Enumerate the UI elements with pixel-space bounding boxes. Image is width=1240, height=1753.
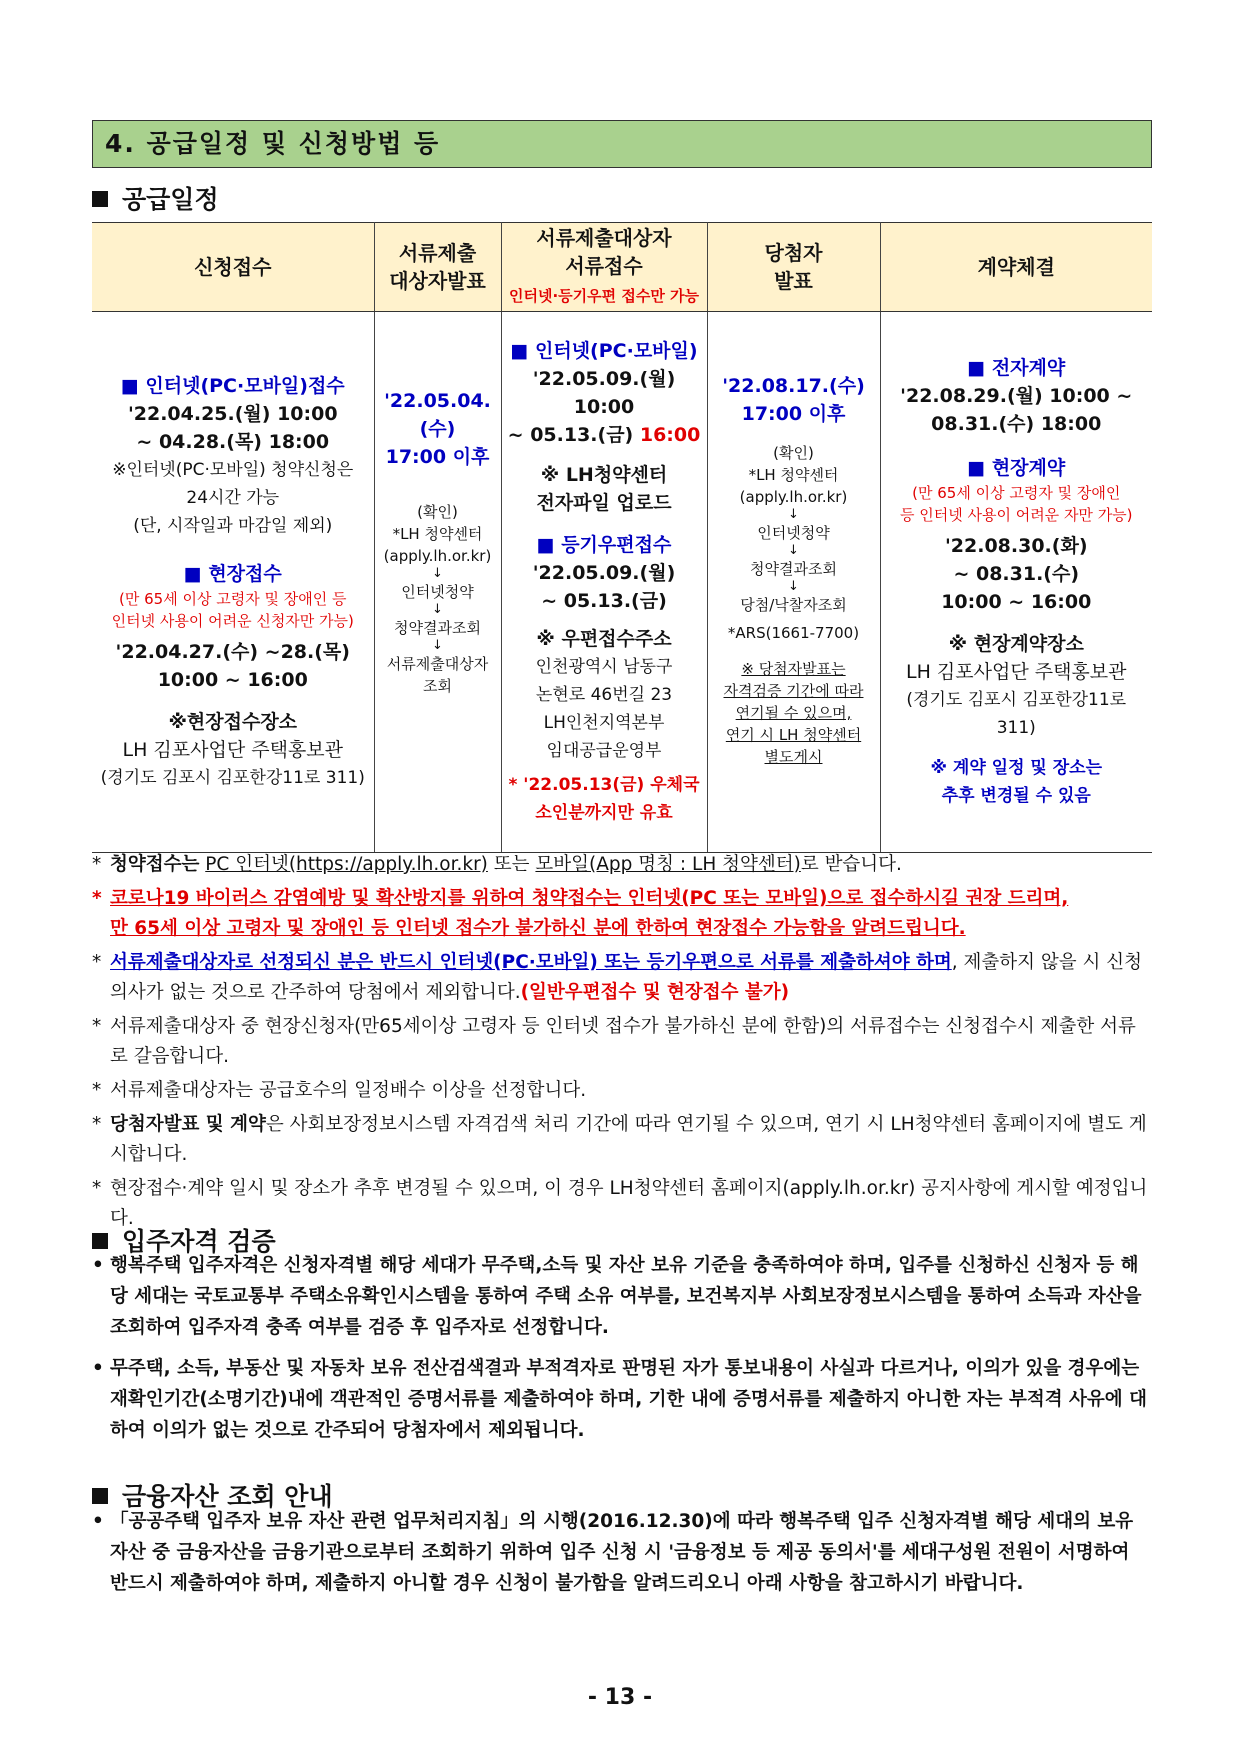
arrow-down-icon: ↓ bbox=[432, 638, 443, 653]
note-item: * 서류제출대상자로 선정되신 분은 반드시 인터넷(PC·모바일) 또는 등기우편으로 서류를 제출하셔야 하며, 제출하지 않을 시 신청의사가 없는 것으로 간주하여 당첨에서 제외합니다.(일반우편접수 및 현장접수 불가) bbox=[92, 948, 1152, 1008]
note-item: * 서류제출대상자 중 현장신청자(만65세이상 고령자 등 인터넷 접수가 불가하신 분에 한함)의 서류접수는 신청접수시 제출한 서류로 갈음합니다. bbox=[92, 1012, 1152, 1072]
note-item: * 서류제출대상자는 공급호수의 일정배수 이상을 선정합니다. bbox=[92, 1076, 1152, 1106]
cell-apply: ■ 인터넷(PC·모바일)접수 '22.04.25.(월) 10:00 ~ 04.28.(목) 18:00 ※인터넷(PC·모바일) 청약신청은 24시간 가능 (단, 시작일과 마감일 제외) ■ 현장접수 (만 65세 이상 고령자 및 장애인 등 인터넷 사용이 어려운 신청자만 가능) '22.04.27.(수) ~28.(목) 10:00 ~ 16:00 ※현장접수장소 LH 김포사업단 주택홍보관 (경기도 김포시 김포한강11로 311) bbox=[92, 312, 374, 853]
note-item: * 청약접수는 PC 인터넷(https://apply.lh.or.kr) 또는 모바일(App 명칭 : LH 청약센터)로 받습니다. bbox=[92, 850, 1152, 880]
square-bullet-icon bbox=[92, 1488, 108, 1504]
note-item: * 당첨자발표 및 계약은 사회보장정보시스템 자격검색 처리 기간에 따라 연기될 수 있으며, 연기 시 LH청약센터 홈페이지에 별도 게시합니다. bbox=[92, 1110, 1152, 1170]
note-item: * 코로나19 바이러스 감염예방 및 확산방지를 위하여 청약접수는 인터넷(PC 또는 모바일)으로 접수하시길 권장 드리며, 만 65세 이상 고령자 및 장애인 등 인터넷 접수가 불가하신 분에 한하여 현장접수 가능함을 알려드립니다. bbox=[92, 884, 1152, 944]
arrow-down-icon: ↓ bbox=[788, 543, 799, 558]
arrow-down-icon: ↓ bbox=[788, 507, 799, 522]
eligibility-bullet: • 무주택, 소득, 부동산 및 자동차 보유 전산검색결과 부적격자로 판명된 자가 통보내용이 사실과 다르거나, 이의가 있을 경우에는 재확인기간(소명기간)내에 객관적인 증명서류를 제출하여야 하며, 기한 내에 증명서류를 제출하지 아니한 자는 부적격 사유에 대하여 이의가 없는 것으로 간주되어 당첨자에서 제외됩니다. bbox=[92, 1353, 1152, 1446]
header-winner: 당첨자 발표 bbox=[707, 223, 880, 312]
cell-contract: ■ 전자계약 '22.08.29.(월) 10:00 ~ 08.31.(수) 18:00 ■ 현장계약 (만 65세 이상 고령자 및 장애인 등 인터넷 사용이 어려운 자만 가능) '22.08.30.(화) ~ 08.31.(수) 10:00 ~ 16:00 ※ 현장계약장소 LH 김포사업단 주택홍보관 (경기도 김포시 김포한강11로 311) ※ 계약 일정 및 장소는 추후 변경될 수 있음 bbox=[880, 312, 1152, 853]
schedule-table bbox=[92, 222, 1152, 853]
table-body-row bbox=[92, 312, 1152, 853]
section-title: 4. 공급일정 및 신청방법 등 bbox=[92, 120, 1152, 168]
arrow-down-icon: ↓ bbox=[432, 566, 443, 581]
square-bullet-icon bbox=[92, 1233, 108, 1249]
schedule-heading bbox=[92, 180, 219, 216]
finance-heading-text: 금융자산 조회 안내 bbox=[122, 1482, 333, 1511]
note-item: * 현장접수·계약 일시 및 장소가 추후 변경될 수 있으며, 이 경우 LH청약센터 홈페이지(apply.lh.or.kr) 공지사항에 게시할 예정입니다. bbox=[92, 1174, 1152, 1234]
cell-doc-announce: '22.05.04.(수) 17:00 이후 (확인) *LH 청약센터 (apply.lh.or.kr) ↓ 인터넷청약 ↓ 청약결과조회 ↓ 서류제출대상자 조회 bbox=[374, 312, 501, 853]
square-bullet-icon bbox=[92, 191, 108, 207]
eligibility-bullet: • 행복주택 입주자격은 신청자격별 해당 세대가 무주택,소득 및 자산 보유 기준을 충족하여야 하며, 입주를 신청하신 신청자 등 해당 세대는 국토교통부 주택소유확인시스템을 통하여 주택 소유 여부를, 보건복지부 사회보장정보시스템을 통하여 소득과 자산을 조회하여 입주자격 충족 여부를 검증 후 입주자로 선정합니다. bbox=[92, 1250, 1152, 1343]
header-apply: 신청접수 bbox=[92, 223, 374, 312]
finance-body bbox=[92, 1506, 1152, 1609]
eligibility-body bbox=[92, 1250, 1152, 1456]
eligibility-heading-text: 입주자격 검증 bbox=[122, 1227, 276, 1256]
header-doc-submit: 서류제출대상자 서류접수 인터넷·등기우편 접수만 가능 bbox=[501, 223, 707, 312]
schedule-heading-text: 공급일정 bbox=[122, 185, 219, 214]
notes-list bbox=[92, 850, 1152, 1238]
page-number: - 13 - bbox=[587, 1685, 653, 1710]
header-contract: 계약체결 bbox=[880, 223, 1152, 312]
finance-bullet: • 「공공주택 입주자 보유 자산 관련 업무처리지침」의 시행(2016.12.30)에 따라 행복주택 입주 신청자격별 해당 세대의 보유 자산 중 금융자산을 금융기관으로부터 조회하기 위하여 입주 신청 시 '금융정보 등 제공 동의서'를 세대구성원 전원이 서명하여 반드시 제출하여야 하며, 제출하지 아니할 경우 신청이 불가함을 알려드리오니 아래 사항을 참고하시기 바랍니다. bbox=[92, 1506, 1152, 1599]
cell-doc-submit: ■ 인터넷(PC·모바일) '22.05.09.(월) 10:00 ~ 05.13.(금) 16:00 ※ LH청약센터 전자파일 업로드 ■ 등기우편접수 '22.05.09.(월) ~ 05.13.(금) ※ 우편접수주소 인천광역시 남동구 논현로 46번길 23 LH인천지역본부 임대공급운영부 * '22.05.13(금) 우체국 소인분까지만 유효 bbox=[501, 312, 707, 853]
arrow-down-icon: ↓ bbox=[432, 602, 443, 617]
arrow-down-icon: ↓ bbox=[788, 579, 799, 594]
header-doc-announce: 서류제출 대상자발표 bbox=[374, 223, 501, 312]
table-header-row bbox=[92, 223, 1152, 312]
cell-winner: '22.08.17.(수) 17:00 이후 (확인) *LH 청약센터 (apply.lh.or.kr) ↓ 인터넷청약 ↓ 청약결과조회 ↓ 당첨/낙찰자조회 *ARS(1661-7700) ※ 당첨자발표는 자격검증 기간에 따라 연기될 수 있으며, 연기 시 LH 청약센터 별도게시 bbox=[707, 312, 880, 853]
